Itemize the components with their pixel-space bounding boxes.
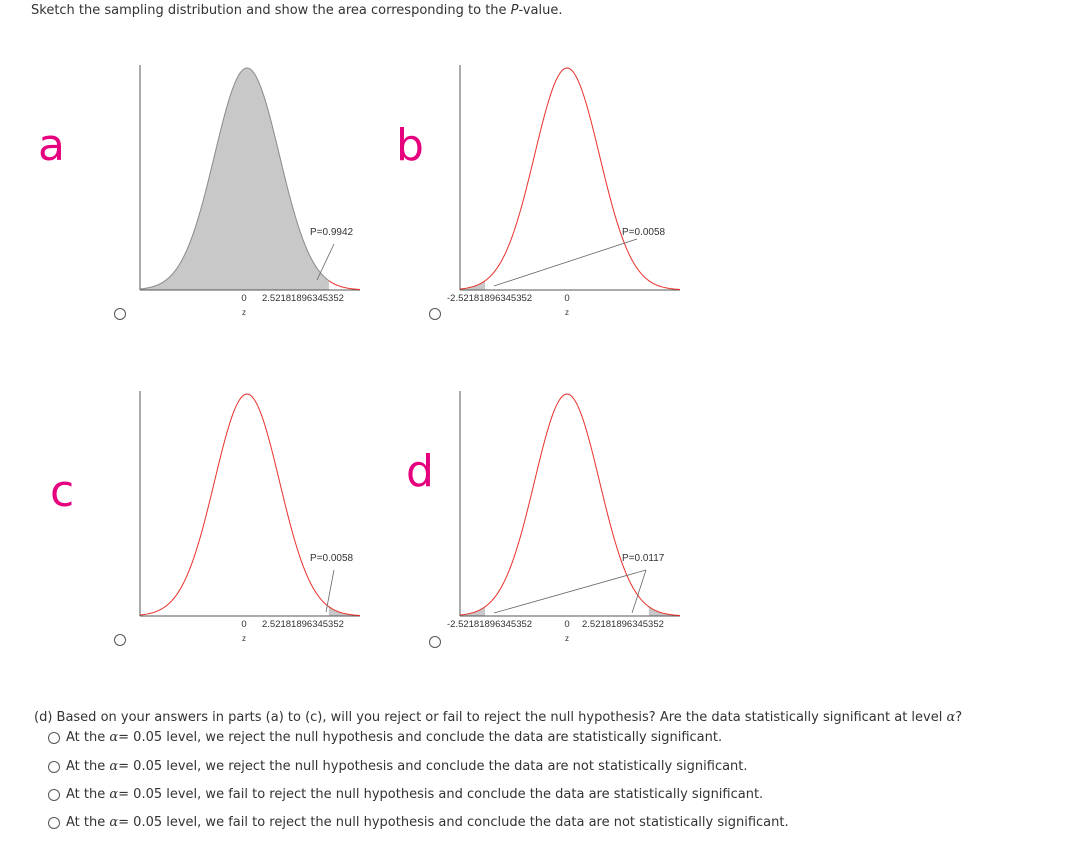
shaded-right-tail (649, 607, 680, 616)
tick-label: -2.52181896345352 (447, 293, 533, 304)
instruction-prefix: Sketch the sampling distribution and show the area corresponding to the (31, 3, 511, 18)
option-2-pre: At the (66, 759, 106, 774)
axis-label-z: z (565, 634, 569, 643)
axis-label-z: z (242, 634, 246, 643)
option-3-radio[interactable] (48, 789, 60, 801)
question-end: ? (955, 710, 963, 725)
option-1-pre: At the (66, 730, 106, 745)
tick-label: -2.52181896345352 (447, 619, 533, 630)
option-3-alpha: α (109, 787, 119, 802)
instruction-suffix: -value. (518, 3, 563, 18)
question-d (34, 710, 962, 725)
leader-line (317, 244, 334, 280)
option-4-pre: At the (66, 815, 106, 830)
option-1-alpha: α (109, 730, 119, 745)
option-reject-significant[interactable] (48, 730, 722, 745)
shaded-area (140, 68, 329, 290)
graph-a-radio[interactable] (114, 308, 126, 320)
tick-label: 0 (564, 293, 570, 304)
tick-label: 0 (564, 619, 570, 630)
leader-line (326, 570, 334, 612)
leader-line-left (494, 570, 646, 613)
density-curve (140, 394, 360, 615)
leader-line (494, 239, 637, 286)
graph-d-plot (442, 366, 682, 646)
option-4-radio[interactable] (48, 817, 60, 829)
tick-label: 2.52181896345352 (582, 619, 664, 630)
graph-b-radio[interactable] (429, 308, 441, 320)
option-3-post: = 0.05 level, we fail to reject the null hypothesis and conclude the data are statistically significant. (118, 787, 764, 802)
graph-c-letter: c (50, 466, 75, 517)
graph-a-plot (122, 40, 362, 320)
option-1-radio[interactable] (48, 732, 60, 744)
density-curve-tail (329, 281, 360, 290)
graph-c-plot (122, 366, 362, 646)
option-1-post: = 0.05 level, we reject the null hypothesis and conclude the data are statistically significant. (118, 730, 723, 745)
p-value-label: P=0.9942 (310, 227, 354, 238)
option-4-post: = 0.05 level, we fail to reject the null hypothesis and conclude the data are not statistically significant. (118, 815, 789, 830)
p-value-label: P=0.0058 (622, 227, 666, 238)
tick-label: 0 (241, 619, 247, 630)
option-fail-significant[interactable] (48, 787, 763, 802)
graph-d-letter: d (406, 446, 434, 497)
instruction-p: P (510, 3, 519, 18)
graph-d-radio[interactable] (429, 636, 441, 648)
question-text: (d) Based on your answers in parts (a) to (c), will you reject or fail to reject the null hypothesis? Are the data statistically significant at level (34, 710, 947, 725)
p-value-label: P=0.0058 (310, 553, 354, 564)
density-curve (460, 394, 680, 615)
graph-c-radio[interactable] (114, 634, 126, 646)
option-3-pre: At the (66, 787, 106, 802)
tick-label: 0 (241, 293, 247, 304)
option-fail-not-significant[interactable] (48, 815, 789, 830)
axis-label-z: z (565, 308, 569, 317)
option-2-alpha: α (109, 759, 119, 774)
density-curve (460, 68, 680, 289)
question-alpha: α (946, 710, 956, 725)
axis-label-z: z (242, 308, 246, 317)
instruction-text (31, 3, 562, 18)
graph-b-letter: b (396, 120, 424, 171)
option-reject-not-significant[interactable] (48, 759, 748, 774)
tick-label: 2.52181896345352 (262, 293, 344, 304)
shaded-right-tail (329, 607, 360, 616)
graph-b-plot (442, 40, 682, 320)
leader-line-right (632, 570, 646, 613)
graph-a-letter: a (38, 120, 65, 171)
option-2-post: = 0.05 level, we reject the null hypothesis and conclude the data are not statistically significant. (118, 759, 748, 774)
option-2-radio[interactable] (48, 761, 60, 773)
tick-label: 2.52181896345352 (262, 619, 344, 630)
option-4-alpha: α (109, 815, 119, 830)
p-value-label: P=0.0117 (622, 553, 665, 564)
